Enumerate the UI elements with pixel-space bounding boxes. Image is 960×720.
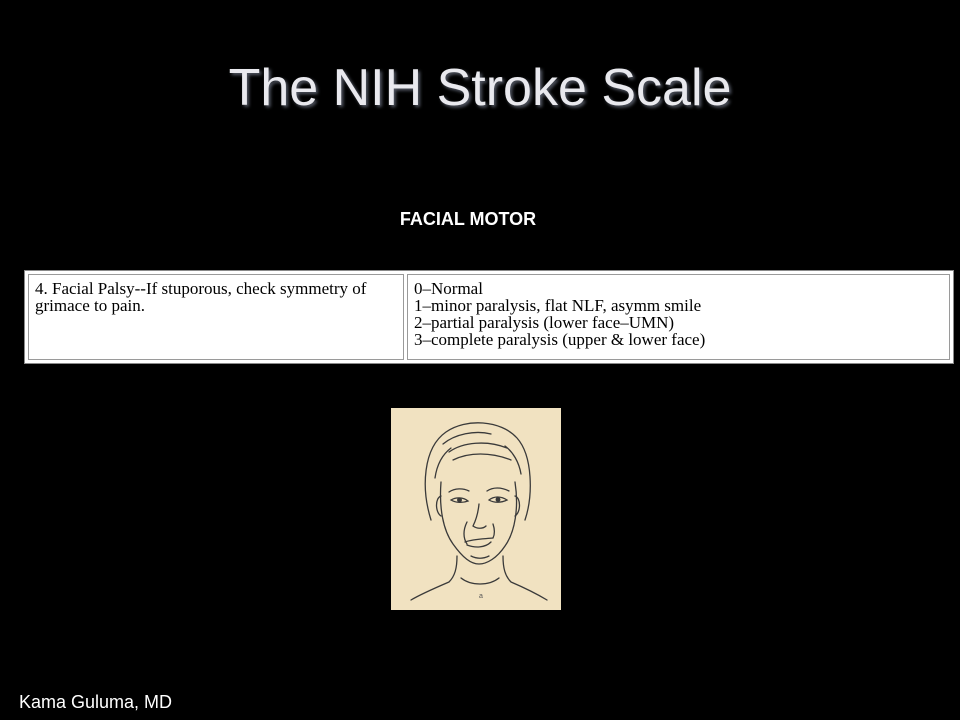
presenter-credit: Kama Guluma, MD <box>19 692 173 712</box>
section-heading: FACIAL MOTOR <box>399 209 537 229</box>
scale-table <box>24 270 954 364</box>
score-option: 3–complete paralysis (upper & lower face) <box>414 330 706 349</box>
illustration-caption: a <box>479 593 483 600</box>
face-outline <box>441 482 517 564</box>
neck-left <box>411 556 457 600</box>
nose <box>473 504 486 528</box>
score-options-cell <box>407 274 950 360</box>
item-description-cell <box>28 274 404 360</box>
neck-right <box>503 556 547 600</box>
slide-title: The NIH Stroke Scale <box>228 59 732 117</box>
item-description-line: 4. Facial Palsy--If stuporous, check symmetry of <box>35 279 367 298</box>
mouth <box>465 538 493 542</box>
item-description-line: grimace to pain. <box>35 296 145 315</box>
face-drawing <box>391 408 561 610</box>
score-option: 1–minor paralysis, flat NLF, asymm smile <box>414 296 702 315</box>
score-option: 2–partial paralysis (lower face–UMN) <box>414 313 675 332</box>
facial-palsy-illustration <box>391 408 561 610</box>
score-option: 0–Normal <box>414 279 483 298</box>
